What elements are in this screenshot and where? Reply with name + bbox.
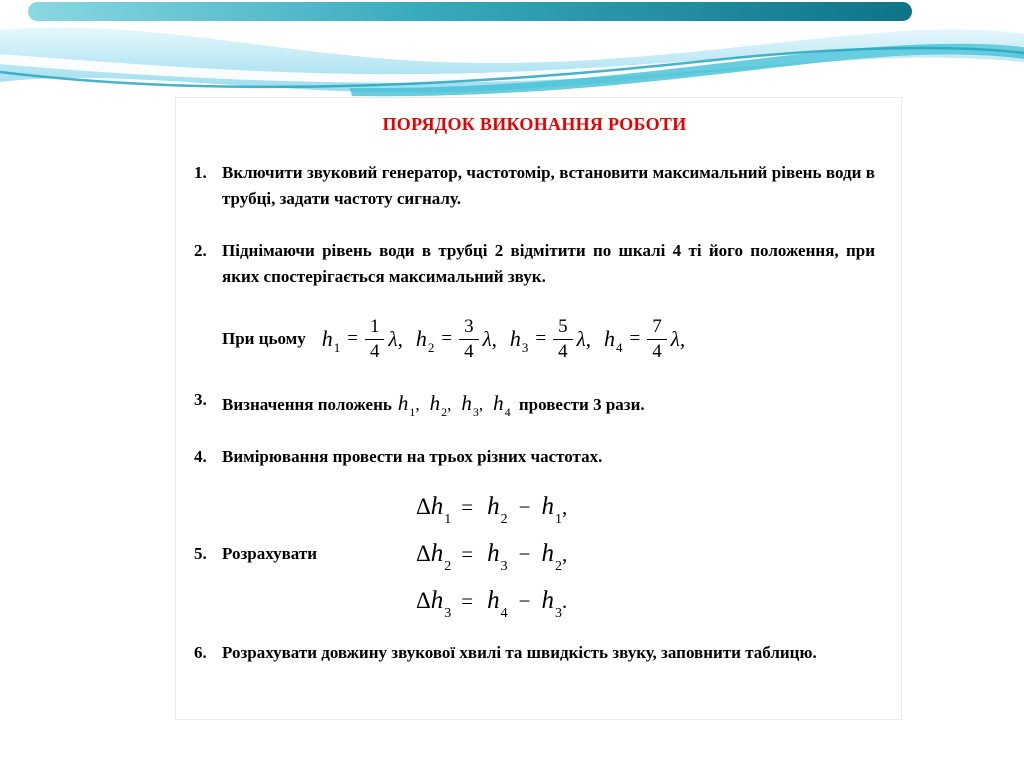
punctuation: , <box>561 541 568 566</box>
minus-sign: − <box>518 494 531 519</box>
math-subscript: 3 <box>472 404 479 419</box>
equals-sign: = <box>461 541 474 566</box>
item5-label-group <box>194 541 412 567</box>
math-var-group <box>493 387 511 420</box>
fraction-numerator: 7 <box>647 316 667 339</box>
math-subscript: 3 <box>554 605 562 621</box>
math-var-h: h <box>604 326 615 352</box>
list-item-6 <box>194 640 875 666</box>
fraction-denominator: 4 <box>369 340 380 362</box>
math-var-group <box>461 387 483 420</box>
math-var-h: h <box>541 539 554 567</box>
math-subscript: 2 <box>554 558 562 574</box>
item-number: 2. <box>194 240 207 260</box>
math-subscript: 3 <box>500 558 508 574</box>
list-item-1 <box>194 160 875 213</box>
math-var-h: h <box>541 586 554 614</box>
math-subscript: 4 <box>500 605 508 621</box>
math-var-h: h <box>487 492 500 520</box>
punctuation: , <box>561 494 568 519</box>
formula-term-2 <box>416 316 497 362</box>
fraction-denominator: 4 <box>652 340 662 362</box>
math-subscript: 1 <box>444 511 452 527</box>
header-bar <box>28 2 912 21</box>
fraction-numerator: 1 <box>365 316 385 339</box>
fraction <box>553 316 573 362</box>
minus-sign: − <box>518 588 531 613</box>
delta-equation-2 <box>416 539 568 574</box>
item-number: 4. <box>194 447 207 467</box>
list-item-5 <box>194 492 875 621</box>
list-item-3 <box>194 387 875 420</box>
formula-term-3 <box>510 316 591 362</box>
delta-symbol: Δ <box>416 493 431 519</box>
math-var-h: h <box>509 326 521 352</box>
lambda-symbol: λ, <box>388 326 403 351</box>
math-subscript: 2 <box>444 558 452 574</box>
delta-equation-3 <box>416 586 568 621</box>
item3-suffix: провести 3 рази. <box>518 394 645 414</box>
math-subscript: 3 <box>521 340 529 356</box>
math-var-h: h <box>461 390 472 415</box>
fraction <box>365 316 385 362</box>
item3-prefix: Визначення положень <box>222 394 392 414</box>
item-text: Включити звуковий генератор, частотомір, встановити максимальний рівень води в трубці, задати частоту сигналу. <box>222 163 875 209</box>
delta-equation-1 <box>416 492 568 527</box>
formula-prefix: При цьому <box>222 329 306 349</box>
math-var-group <box>398 387 420 420</box>
math-var-h: h <box>493 390 504 415</box>
slide-title: ПОРЯДОК ВИКОНАННЯ РОБОТИ <box>382 114 687 134</box>
delta-symbol: Δ <box>416 587 431 613</box>
math-var-h: h <box>321 326 333 352</box>
comma: , <box>415 394 420 414</box>
math-var-h: h <box>487 586 500 614</box>
item-text-with-math <box>222 387 875 420</box>
math-var-h: h <box>487 539 500 567</box>
math-var-h: h <box>430 492 444 520</box>
equals-sign: = <box>347 328 358 350</box>
math-subscript: 1 <box>333 340 341 356</box>
equals-sign: = <box>461 494 474 519</box>
math-subscript: 4 <box>504 404 511 419</box>
list-item-4 <box>194 444 875 470</box>
delta-equations <box>416 492 568 621</box>
math-subscript: 1 <box>554 511 562 527</box>
equals-sign: = <box>629 328 641 350</box>
fraction <box>459 316 479 362</box>
item-number: 6. <box>194 642 207 662</box>
fraction-denominator: 4 <box>464 340 474 362</box>
comma: , <box>478 394 484 414</box>
delta-symbol: Δ <box>416 540 431 566</box>
item-text: Вимірювання провести на трьох різних частотах. <box>222 447 603 467</box>
math-var-h: h <box>541 492 554 520</box>
fraction-denominator: 4 <box>558 340 568 362</box>
item-number: 5. <box>194 543 207 563</box>
math-subscript: 1 <box>409 404 416 419</box>
wave-band <box>0 28 1024 93</box>
equals-sign: = <box>441 328 453 350</box>
math-subscript: 2 <box>500 511 508 527</box>
formula-term-4 <box>604 316 685 362</box>
lambda-symbol: λ, <box>670 326 686 351</box>
equals-sign: = <box>461 588 474 613</box>
item-number: 3. <box>194 389 207 409</box>
slide-content-panel <box>175 97 902 720</box>
equals-sign: = <box>535 328 547 350</box>
item-text: Розрахувати довжину звукової хвилі та швидкість звуку, заповнити таблицю. <box>222 642 817 662</box>
math-var-h: h <box>429 390 441 415</box>
math-subscript: 3 <box>444 605 452 621</box>
punctuation: . <box>561 588 568 613</box>
math-subscript: 4 <box>616 340 623 356</box>
h-lambda-formula <box>222 316 875 362</box>
math-var-h: h <box>430 586 444 614</box>
math-var-h: h <box>415 326 427 352</box>
item-text: Розрахувати <box>222 543 317 563</box>
fraction <box>647 316 667 362</box>
math-var-h: h <box>397 390 409 415</box>
formula-term-1 <box>322 316 403 362</box>
comma: , <box>447 394 452 414</box>
fraction-numerator: 5 <box>553 316 573 339</box>
minus-sign: − <box>518 541 531 566</box>
math-var-h: h <box>430 539 444 567</box>
math-subscript: 2 <box>427 340 435 356</box>
math-var-group <box>430 387 452 420</box>
item-text: Піднімаючи рівень води в трубці 2 відмітити по шкалі 4 ті його положення, при яких спостерігається максимальний звук. <box>222 240 875 287</box>
lambda-symbol: λ, <box>482 326 497 351</box>
fraction-numerator: 3 <box>459 316 479 339</box>
item-number: 1. <box>194 163 207 182</box>
list-item-2 <box>194 238 875 291</box>
math-subscript: 2 <box>441 404 448 419</box>
lambda-symbol: λ, <box>576 326 591 351</box>
